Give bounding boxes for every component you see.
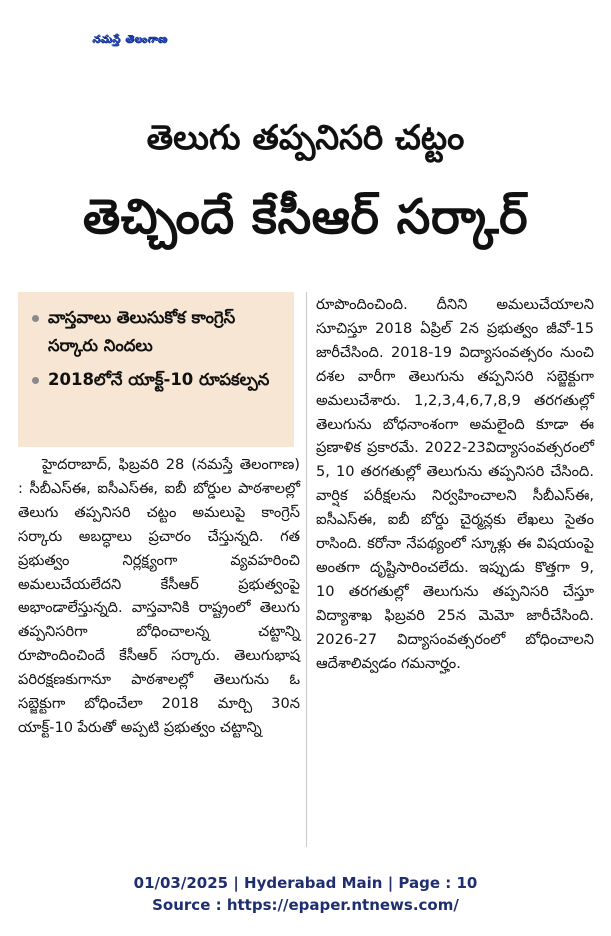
footer-source: Source : https://epaper.ntnews.com/	[152, 896, 459, 914]
headline-line-2	[0, 172, 611, 262]
highlights-box	[18, 292, 294, 447]
column-divider	[306, 292, 307, 847]
highlight-text: 2018లోనే యాక్ట్-10 రూపకల్పన	[48, 370, 270, 389]
article-left-column: హైదరాబాద్, ఫిబ్రవరి 28 (నమస్తే తెలంగాణ) : సీబీఎస్ఈ, ఐసీఎస్ఈ, ఐబీ బోర్డుల పాఠశాలల్లో తెలుగు తప్పనిసరి చట్టం అమలుపై కాంగ్రెస్ సర్కారు అబద్ధాలు ప్రచారం చేస్తున్నది. గత ప్రభుత్వం నిర్లక్ష్యంగా వ్యవహరించి అమలుచేయలేదని కేసీఆర్ ప్రభుత్వంపై అభాండాలేస్తున్నది. వాస్తవానికి రాష్ట్రంలో తెలుగు తప్పనిసరిగా బోధించాలన్న చట్టాన్ని రూపొందించిందే కేసీఆర్ సర్కారు. తెలుగుభాష పరిరక్షణకుగానూ పాఠశాలల్లో తెలుగును ఓ సబ్జెక్టుగా బోధించేలా 2018 మార్చి 30న యాక్ట్-10 పేరుతో అప్పటి ప్రభుత్వం చట్టాన్ని	[18, 456, 300, 736]
highlight-item	[32, 366, 284, 394]
footer-edition-info: 01/03/2025 | Hyderabad Main | Page : 10	[133, 874, 478, 892]
article-right-column: రూపొందించింది. దీనిని అమలుచేయాలని సూచిస్తూ 2018 ఏప్రిల్ 2న ప్రభుత్వం జీవో-15 జారీచేసింది. 2018-19 విద్యాసంవత్సరం నుంచి దశల వారీగా తెలుగును తప్పనిసరి సబ్జెక్టుగా అమలుచేశారు. 1,2,3,4,6,7,8,9 తరగతుల్లో తెలుగును బోధనాంశంగా అమలైంది కూడా ఈ ప్రణాళిక ప్రకారమే. 2022-23విద్యాసంవత్సరంలో 5, 10 తరగతుల్లో తెలుగును తప్పనిసరి చేసింది. వార్షిక పరీక్షలను నిర్వహించాలని సీబీఎస్ఈ, ఐసీఎస్ఈ, ఐబీ బోర్డు చైర్మన్లకు లేఖలు సైతం రాసింది. కరోనా నేపథ్యంలో స్కూళ్లు ఈ విషయంపై అంతగా దృష్టిసారించలేదు. ఇప్పుడు కొత్తగా 9, 10 తరగతుల్లో తెలుగును తప్పనిసరి చేస్తూ విద్యాశాఖ ఫిబ్రవరి 25న మెమో జారీచేసింది. 2026-27 విద్యాసంవత్సరంలో బోధించాలని ఆదేశాలివ్వడం గమనార్హం.	[316, 296, 594, 672]
highlight-item	[32, 304, 284, 360]
headline-line-2-text: తెచ్చిందే కేసీఆర్ సర్కార్	[82, 189, 529, 245]
newspaper-masthead	[92, 4, 519, 76]
bullet-icon	[32, 377, 39, 384]
highlight-text: వాస్తవాలు తెలుసుకోక కాంగ్రెస్ సర్కారు నిందలు	[48, 308, 236, 355]
bullet-icon	[32, 315, 39, 322]
headline-line-1	[0, 108, 611, 168]
headline-line-1-text: తెలుగు తప్పనిసరి చట్టం	[146, 118, 465, 158]
masthead-title: నమస్తే తెలంగాణ	[92, 34, 167, 45]
